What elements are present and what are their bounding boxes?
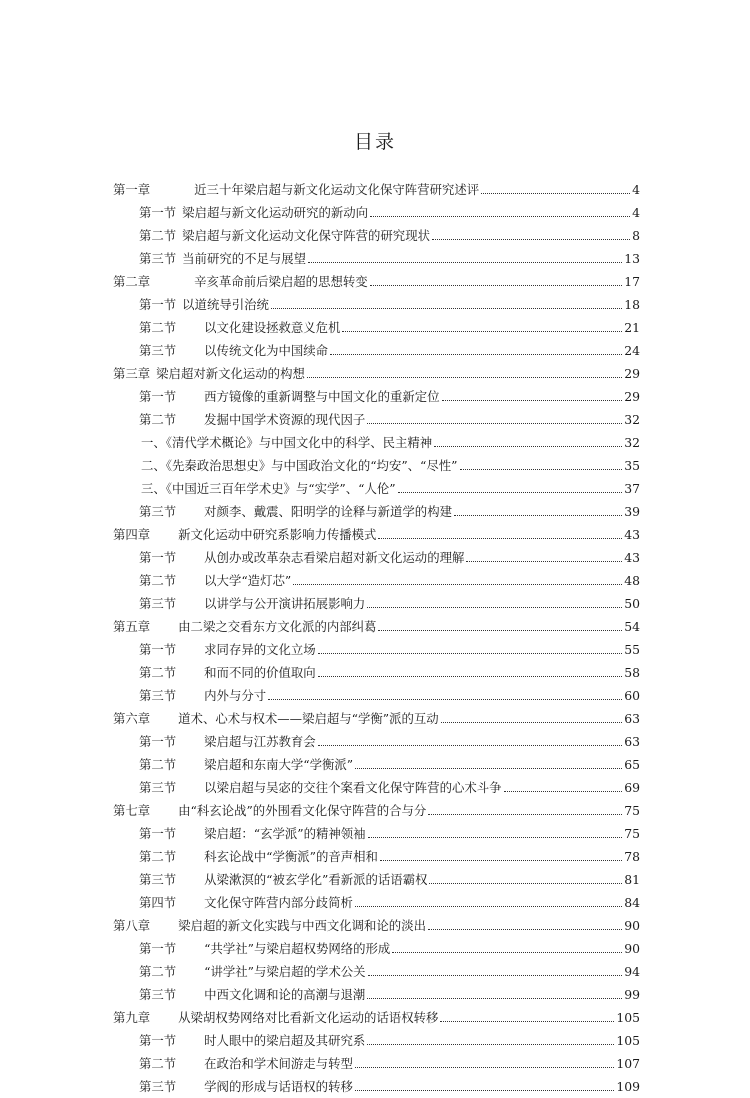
toc-page-number: 58 (624, 665, 640, 680)
toc-page-number: 69 (624, 780, 640, 795)
toc-entry-number: 第二节 (139, 964, 177, 979)
toc-dot-leader (454, 515, 622, 516)
toc-section-row[interactable] (113, 339, 640, 362)
toc-dot-leader (370, 285, 623, 286)
toc-entry-number: 第二节 (139, 849, 177, 864)
toc-page-number: 75 (624, 803, 640, 818)
toc-page-number: 90 (624, 941, 640, 956)
toc-dot-leader (428, 814, 622, 815)
toc-section-row[interactable] (113, 1029, 640, 1052)
toc-section-row[interactable] (113, 753, 640, 776)
toc-entry-number: 第三节 (139, 780, 177, 795)
toc-page-number: 105 (616, 1010, 640, 1025)
toc-page-number: 78 (624, 849, 640, 864)
toc-section-row[interactable] (113, 661, 640, 684)
toc-dot-leader (429, 883, 622, 884)
toc-entry-title: 梁启超：“玄学派”的精神领袖 (204, 826, 366, 841)
toc-dot-leader (378, 538, 622, 539)
toc-entry-title: 在政治和学术间游走与转型 (204, 1056, 353, 1071)
toc-entry-number: 第二节 (139, 228, 177, 243)
toc-dot-leader (330, 354, 622, 355)
toc-section-row[interactable] (113, 592, 640, 615)
toc-entry-number: 第三节 (139, 343, 177, 358)
toc-dot-leader (481, 193, 630, 194)
toc-chapter-row[interactable] (113, 270, 640, 293)
toc-page-number: 63 (624, 734, 640, 749)
toc-dot-leader (318, 653, 623, 654)
toc-section-row[interactable] (113, 201, 640, 224)
toc-page-number: 75 (624, 826, 640, 841)
toc-dot-leader (355, 768, 622, 769)
toc-page-number: 55 (624, 642, 640, 657)
toc-subsection-row[interactable] (113, 454, 640, 477)
toc-chapter-row[interactable] (113, 1006, 640, 1029)
toc-page-number: 43 (624, 527, 640, 542)
toc-page-number: 94 (624, 964, 640, 979)
toc-entry-number: 第三节 (139, 596, 177, 611)
toc-page-number: 84 (624, 895, 640, 910)
toc-entry-title: 以梁启超与吴宓的交往个案看文化保守阵营的心术斗争 (204, 780, 502, 795)
toc-dot-leader (293, 584, 622, 585)
toc-dot-leader (442, 400, 623, 401)
toc-dot-leader (370, 216, 630, 217)
toc-entry-title: “共学社”与梁启超权势网络的形成 (204, 941, 391, 956)
toc-dot-leader (428, 929, 622, 930)
toc-section-row[interactable] (113, 224, 640, 247)
toc-dot-leader (367, 998, 622, 999)
toc-entry-number: 第四章 (113, 527, 151, 542)
toc-section-row[interactable] (113, 1052, 640, 1075)
toc-entry-number: 第二节 (139, 412, 177, 427)
toc-entry-number: 第一节 (139, 941, 177, 956)
toc-section-row[interactable] (113, 247, 640, 270)
toc-dot-leader (355, 1090, 614, 1091)
toc-dot-leader (441, 722, 623, 723)
toc-entry-number: 第三节 (139, 1079, 177, 1094)
toc-entry-title: 以大学“造灯芯” (204, 573, 292, 588)
toc-dot-leader (307, 377, 622, 378)
toc-page-number: 4 (632, 205, 640, 220)
toc-section-row[interactable] (113, 385, 640, 408)
toc-dot-leader (434, 446, 622, 447)
toc-entry-number: 第三节 (139, 251, 177, 266)
toc-entry-title: 梁启超的新文化实践与中西文化调和论的淡出 (178, 918, 426, 933)
toc-entry-title: 对颜李、戴震、阳明学的诠释与新道学的构建 (204, 504, 452, 519)
toc-entry-title: 从创办或改革杂志看梁启超对新文化运动的理解 (204, 550, 465, 565)
toc-entry-title: 当前研究的不足与展望 (182, 251, 307, 266)
toc-entry-title: 近三十年梁启超与新文化运动文化保守阵营研究述评 (194, 182, 480, 197)
toc-section-row[interactable] (113, 845, 640, 868)
toc-entry-number: 第八章 (113, 918, 151, 933)
toc-section-row[interactable] (113, 1075, 640, 1098)
toc-entry-title: 以文化建设拯救意义危机 (204, 320, 341, 335)
toc-chapter-row[interactable] (113, 707, 640, 730)
toc-section-row[interactable] (113, 822, 640, 845)
toc-dot-leader (271, 308, 622, 309)
toc-page-number: 90 (624, 918, 640, 933)
toc-page-number: 35 (624, 458, 640, 473)
toc-entry-title: 梁启超与新文化运动研究的新动向 (182, 205, 369, 220)
toc-section-row[interactable] (113, 983, 640, 1006)
toc-entry-number: 第九章 (113, 1010, 151, 1025)
toc-entry-number: 第三节 (139, 688, 177, 703)
toc-page-number: 43 (624, 550, 640, 565)
toc-page-number: 17 (624, 274, 640, 289)
toc-chapter-row[interactable] (113, 615, 640, 638)
toc-section-row[interactable] (113, 937, 640, 960)
toc-dot-leader (460, 469, 623, 470)
toc-section-row[interactable] (113, 316, 640, 339)
toc-page-number: 39 (624, 504, 640, 519)
toc-dot-leader (368, 837, 623, 838)
toc-section-row[interactable] (113, 293, 640, 316)
toc-entry-title: 从梁胡权势网络对比看新文化运动的话语权转移 (178, 1010, 439, 1025)
toc-entry-number: 第五章 (113, 619, 151, 634)
toc-entry-number: 第六章 (113, 711, 151, 726)
toc-entry-title: 求同存异的文化立场 (204, 642, 316, 657)
toc-chapter-row[interactable] (113, 178, 640, 201)
toc-entry-number: 第二节 (139, 320, 177, 335)
toc-entry-number: 第三节 (139, 504, 177, 519)
table-of-contents (113, 178, 640, 1098)
toc-dot-leader (466, 561, 622, 562)
toc-entry-number: 第一节 (139, 297, 177, 312)
toc-entry-number: 第二节 (139, 1056, 177, 1071)
toc-entry-title: “讲学社”与梁启超的学术公关 (204, 964, 366, 979)
toc-page-number: 65 (624, 757, 640, 772)
toc-dot-leader (440, 1021, 614, 1022)
toc-page-number: 21 (624, 320, 640, 335)
toc-page-number: 48 (624, 573, 640, 588)
toc-entry-title: 发掘中国学术资源的现代因子 (204, 412, 366, 427)
toc-dot-leader (318, 676, 623, 677)
toc-dot-leader (268, 699, 622, 700)
toc-dot-leader (308, 262, 622, 263)
toc-dot-leader (318, 745, 623, 746)
toc-page-number: 99 (624, 987, 640, 1002)
toc-dot-leader (367, 607, 622, 608)
toc-entry-title: 西方镜像的重新调整与中国文化的重新定位 (204, 389, 440, 404)
toc-entry-title: 一、《清代学术概论》与中国文化中的科学、民主精神 (141, 435, 433, 450)
toc-entry-number: 第二节 (139, 573, 177, 588)
toc-section-row[interactable] (113, 960, 640, 983)
toc-entry-title: 以讲学与公开演讲拓展影响力 (204, 596, 366, 611)
toc-entry-number: 第一节 (139, 826, 177, 841)
toc-entry-number: 第四节 (139, 895, 177, 910)
toc-entry-title: 道术、心术与权术——梁启超与“学衡”派的互动 (178, 711, 439, 726)
toc-entry-number: 第三章 (113, 366, 151, 381)
toc-section-row[interactable] (113, 569, 640, 592)
toc-entry-title: 辛亥革命前后梁启超的思想转变 (194, 274, 368, 289)
toc-section-row[interactable] (113, 730, 640, 753)
toc-dot-leader (398, 492, 623, 493)
toc-entry-title: 中西文化调和论的高潮与退潮 (204, 987, 366, 1002)
toc-dot-leader (392, 952, 622, 953)
toc-entry-number: 第三节 (139, 987, 177, 1002)
toc-page-number: 32 (624, 435, 640, 450)
toc-section-row[interactable] (113, 638, 640, 661)
toc-entry-title: 梁启超和东南大学“学衡派” (204, 757, 354, 772)
toc-entry-title: 和而不同的价值取向 (204, 665, 316, 680)
toc-entry-title: 梁启超与江苏教育会 (204, 734, 316, 749)
toc-page-number: 32 (624, 412, 640, 427)
toc-section-row[interactable] (113, 408, 640, 431)
toc-entry-title: 梁启超对新文化运动的构想 (156, 366, 305, 381)
toc-entry-title: 时人眼中的梁启超及其研究系 (204, 1033, 366, 1048)
toc-chapter-row[interactable] (113, 362, 640, 385)
toc-entry-number: 第一节 (139, 550, 177, 565)
toc-entry-number: 第一章 (113, 182, 151, 197)
toc-entry-number: 第二章 (113, 274, 151, 289)
toc-entry-title: 以道统导引治统 (182, 297, 269, 312)
toc-page-number: 4 (632, 182, 640, 197)
toc-page-number: 29 (624, 366, 640, 381)
toc-dot-leader (367, 1044, 614, 1045)
toc-entry-number: 第二节 (139, 665, 177, 680)
toc-page-number: 13 (624, 251, 640, 266)
toc-section-row[interactable] (113, 500, 640, 523)
toc-page-number: 50 (624, 596, 640, 611)
toc-section-row[interactable] (113, 776, 640, 799)
toc-entry-title: 二、《先秦政治思想史》与中国政治文化的“均安”、“尽性” (141, 458, 458, 473)
toc-page-number: 60 (624, 688, 640, 703)
toc-entry-number: 第一节 (139, 389, 177, 404)
toc-page-number: 37 (624, 481, 640, 496)
toc-page-number: 24 (624, 343, 640, 358)
toc-page-number: 63 (624, 711, 640, 726)
toc-entry-title: 由“科玄论战”的外围看文化保守阵营的合与分 (178, 803, 427, 818)
toc-section-row[interactable] (113, 868, 640, 891)
toc-page-number: 29 (624, 389, 640, 404)
toc-dot-leader (367, 423, 622, 424)
toc-section-row[interactable] (113, 891, 640, 914)
toc-entry-number: 第一节 (139, 1033, 177, 1048)
toc-section-row[interactable] (113, 546, 640, 569)
toc-page-number: 18 (624, 297, 640, 312)
toc-chapter-row[interactable] (113, 523, 640, 546)
toc-entry-title: 以传统文化为中国续命 (204, 343, 329, 358)
toc-dot-leader (342, 331, 622, 332)
toc-entry-number: 第一节 (139, 205, 177, 220)
toc-page-number: 8 (632, 228, 640, 243)
toc-dot-leader (355, 906, 622, 907)
page-title: 目录 (353, 131, 396, 153)
toc-entry-number: 第七章 (113, 803, 151, 818)
toc-dot-leader (380, 860, 622, 861)
toc-dot-leader (504, 791, 623, 792)
toc-entry-number: 第二节 (139, 757, 177, 772)
toc-entry-title: 科玄论战中“学衡派”的音声相和 (204, 849, 378, 864)
toc-page-number: 105 (616, 1033, 640, 1048)
toc-page-number: 54 (624, 619, 640, 634)
toc-entry-title: 梁启超与新文化运动文化保守阵营的研究现状 (182, 228, 430, 243)
toc-page-number: 107 (616, 1056, 640, 1071)
toc-entry-title: 新文化运动中研究系影响力传播模式 (178, 527, 377, 542)
toc-subsection-row[interactable] (113, 431, 640, 454)
toc-section-row[interactable] (113, 684, 640, 707)
toc-subsection-row[interactable] (113, 477, 640, 500)
toc-entry-title: 由二梁之交看东方文化派的内部纠葛 (178, 619, 377, 634)
toc-entry-title: 从梁漱溟的“被玄学化”看新派的话语霸权 (204, 872, 428, 887)
toc-chapter-row[interactable] (113, 799, 640, 822)
toc-dot-leader (368, 975, 623, 976)
toc-dot-leader (432, 239, 630, 240)
toc-dot-leader (355, 1067, 614, 1068)
toc-entry-number: 第一节 (139, 642, 177, 657)
toc-entry-title: 文化保守阵营内部分歧简析 (204, 895, 353, 910)
toc-entry-title: 学阀的形成与话语权的转移 (204, 1079, 353, 1094)
toc-entry-title: 三、《中国近三百年学术史》与“实学”、“人伦” (141, 481, 396, 496)
toc-page-number: 81 (624, 872, 640, 887)
toc-entry-number: 第三节 (139, 872, 177, 887)
toc-entry-number: 第一节 (139, 734, 177, 749)
toc-entry-title: 内外与分寸 (204, 688, 267, 703)
toc-dot-leader (378, 630, 622, 631)
toc-page-number: 109 (616, 1079, 640, 1094)
toc-chapter-row[interactable] (113, 914, 640, 937)
